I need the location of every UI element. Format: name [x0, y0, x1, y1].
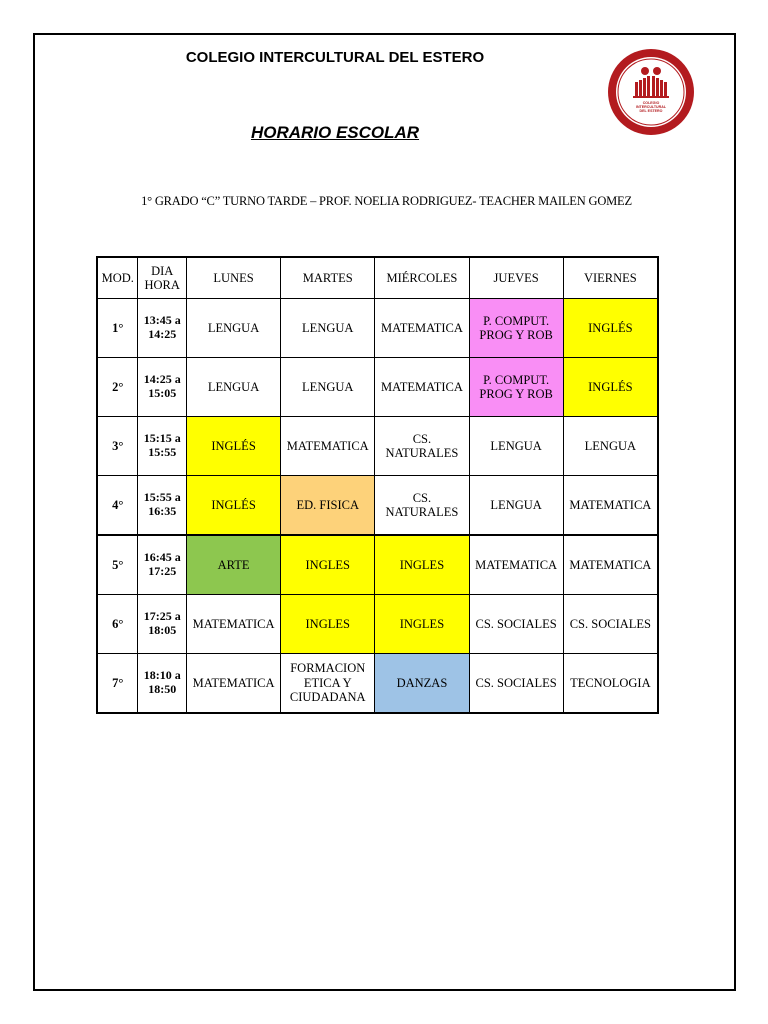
subject-name: CS. SOCIALES	[475, 675, 557, 690]
subject-name: INGLÉS	[211, 438, 256, 453]
school-name: COLEGIO INTERCULTURAL DEL ESTERO	[185, 49, 485, 66]
time-start: 17:25 a	[143, 609, 181, 624]
subject-cell-miercoles	[375, 654, 469, 714]
subject-name: LENGUA	[490, 438, 542, 453]
header-mod: MOD.	[97, 257, 138, 299]
header-dia-hora	[138, 257, 187, 299]
subject-cell-lunes	[186, 299, 280, 358]
svg-text:INTERCULTURAL: INTERCULTURAL	[635, 105, 667, 109]
subject-name: PROG Y ROB	[479, 387, 553, 401]
subject-cell-jueves	[469, 417, 563, 476]
subject-cell-martes	[281, 476, 375, 536]
subject-cell-lunes	[186, 595, 280, 654]
subject-cell-martes	[281, 417, 375, 476]
subject-name: INGLES	[305, 557, 350, 572]
time-range	[138, 654, 187, 714]
subject-cell-viernes	[563, 358, 658, 417]
time-range	[138, 476, 187, 536]
subject-name: LENGUA	[207, 320, 260, 335]
header-row	[97, 257, 658, 299]
module-number: 7°	[97, 654, 138, 714]
subject-name: CS. NATURALES	[385, 431, 459, 460]
table-row	[97, 535, 658, 595]
schedule-table	[96, 256, 659, 714]
svg-text:DEL ESTERO: DEL ESTERO	[639, 109, 663, 113]
class-info-subtitle: 1° GRADO “C” TURNO TARDE – PROF. NOELIA RODRIGUEZ- TEACHER MAILEN GOMEZ	[141, 194, 632, 208]
subject-cell-lunes	[186, 654, 280, 714]
time-end: 15:55	[148, 445, 177, 459]
subject-cell-viernes	[563, 595, 658, 654]
subject-cell-viernes	[563, 299, 658, 358]
subject-cell-lunes	[186, 476, 280, 536]
subject-name: MATEMATICA	[569, 557, 652, 572]
time-end: 15:05	[148, 386, 177, 400]
subject-name: LENGUA	[584, 438, 637, 453]
header-viernes: VIERNES	[563, 257, 658, 299]
document-title: HORARIO ESCOLAR	[250, 123, 420, 142]
module-number: 1°	[97, 299, 138, 358]
subject-name: CS. SOCIALES	[475, 616, 557, 631]
subject-name: MATEMATICA	[380, 379, 463, 394]
subject-cell-miercoles	[375, 299, 469, 358]
subject-cell-lunes	[186, 358, 280, 417]
subject-name: ED. FISICA	[296, 497, 359, 512]
time-start: 15:15 a	[143, 431, 181, 446]
subject-name: MATEMATICA	[286, 438, 369, 453]
time-range	[138, 595, 187, 654]
time-range	[138, 417, 187, 476]
subject-cell-miercoles	[375, 476, 469, 536]
time-start: 13:45 a	[143, 313, 181, 328]
subject-cell-miercoles	[375, 595, 469, 654]
subject-name: INGLES	[399, 557, 445, 572]
header-jueves: JUEVES	[469, 257, 563, 299]
header-dia: DIA	[151, 263, 174, 278]
subject-name: CS. NATURALES	[385, 490, 459, 519]
time-end: 16:35	[148, 504, 177, 518]
subject-cell-jueves	[469, 535, 563, 595]
subject-cell-jueves	[469, 299, 563, 358]
subject-name: MATEMATICA	[380, 320, 463, 335]
table-row	[97, 476, 658, 536]
subject-cell-miercoles	[375, 535, 469, 595]
time-end: 18:50	[148, 682, 177, 696]
header-hora: HORA	[144, 278, 180, 292]
subject-cell-martes	[281, 358, 375, 417]
subject-name: LENGUA	[490, 497, 542, 512]
subject-name: LENGUA	[207, 379, 260, 394]
time-end: 14:25	[148, 327, 177, 341]
svg-text:COLEGIO: COLEGIO	[642, 101, 660, 105]
subject-cell-viernes	[563, 476, 658, 536]
subject-cell-viernes	[563, 535, 658, 595]
subject-name: P. COMPUT.	[483, 372, 550, 387]
subject-cell-jueves	[469, 654, 563, 714]
subject-name: P. COMPUT.	[483, 313, 550, 328]
time-range	[138, 358, 187, 417]
subject-name: TECNOLOGIA	[570, 675, 651, 690]
subject-cell-martes	[281, 299, 375, 358]
subject-cell-jueves	[469, 595, 563, 654]
subject-name: CS. SOCIALES	[569, 616, 651, 631]
table-row	[97, 654, 658, 714]
subject-cell-miercoles	[375, 358, 469, 417]
subject-name: ETICA Y	[303, 675, 352, 690]
table-row	[97, 299, 658, 358]
subject-cell-jueves	[469, 358, 563, 417]
subject-name: MATEMATICA	[192, 616, 275, 631]
subject-name: INGLES	[305, 616, 350, 631]
subject-name: LENGUA	[302, 320, 354, 335]
time-start: 14:25 a	[143, 372, 181, 387]
module-number: 5°	[97, 535, 138, 595]
table-row	[97, 358, 658, 417]
time-range	[138, 535, 187, 595]
subject-cell-viernes	[563, 654, 658, 714]
subject-name: LENGUA	[302, 379, 354, 394]
table-row	[97, 595, 658, 654]
module-number: 2°	[97, 358, 138, 417]
header-martes: MARTES	[281, 257, 375, 299]
subject-name: MATEMATICA	[192, 675, 275, 690]
time-end: 18:05	[148, 623, 177, 637]
subject-cell-lunes	[186, 417, 280, 476]
document-page	[33, 33, 736, 991]
subject-cell-viernes	[563, 417, 658, 476]
module-number: 6°	[97, 595, 138, 654]
time-start: 16:45 a	[143, 550, 181, 565]
subject-name: FORMACION	[290, 661, 366, 676]
subject-name: INGLÉS	[588, 379, 633, 394]
subject-cell-martes	[281, 535, 375, 595]
subject-name: CIUDADANA	[289, 690, 366, 705]
subject-cell-jueves	[469, 476, 563, 536]
subject-cell-martes	[281, 595, 375, 654]
header-lunes: LUNES	[186, 257, 280, 299]
time-start: 18:10 a	[143, 668, 181, 683]
subject-cell-martes	[281, 654, 375, 714]
table-row	[97, 417, 658, 476]
header-miercoles: MIÉRCOLES	[375, 257, 469, 299]
subject-name: ARTE	[217, 557, 250, 572]
module-number: 3°	[97, 417, 138, 476]
subject-name: INGLES	[399, 616, 445, 631]
subject-name: MATEMATICA	[569, 497, 652, 512]
schedule-body	[97, 299, 658, 714]
time-end: 17:25	[148, 564, 177, 578]
subject-name: DANZAS	[396, 675, 448, 690]
time-start: 15:55 a	[143, 490, 181, 505]
subject-name: PROG Y ROB	[479, 328, 553, 342]
subject-cell-lunes	[186, 535, 280, 595]
subject-cell-miercoles	[375, 417, 469, 476]
time-range	[138, 299, 187, 358]
subject-name: MATEMATICA	[475, 557, 558, 572]
module-number: 4°	[97, 476, 138, 536]
subject-name: INGLÉS	[588, 320, 633, 335]
subject-name: INGLÉS	[211, 497, 256, 512]
